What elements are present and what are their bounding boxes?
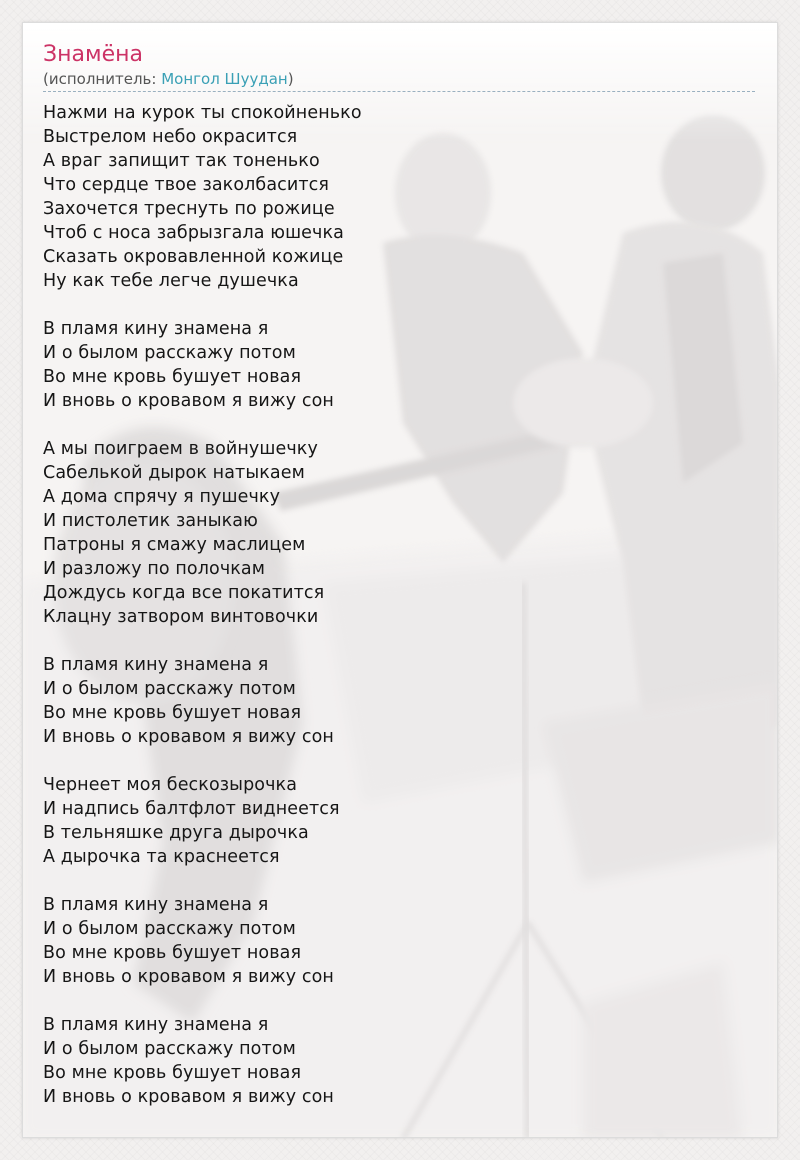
lyrics-text xyxy=(43,101,757,1109)
lyrics-line: В пламя кину знамена я xyxy=(43,895,269,915)
lyrics-line: И о былом расскажу потом xyxy=(43,679,296,699)
lyrics-stanza xyxy=(43,773,757,869)
lyrics-line: Захочется треснуть по рожице xyxy=(43,199,335,219)
lyrics-card xyxy=(22,22,778,1138)
lyrics-line: Дождусь когда все покатится xyxy=(43,583,325,603)
lyrics-line: Ну как тебе легче душечка xyxy=(43,271,299,291)
lyrics-line: Чернеет моя бескозырочка xyxy=(43,775,298,795)
lyrics-line: Клацну затвором винтовочки xyxy=(43,607,319,627)
lyrics-line: И вновь о кровавом я вижу сон xyxy=(43,391,334,411)
lyrics-line: В пламя кину знамена я xyxy=(43,655,269,675)
lyrics-line: И вновь о кровавом я вижу сон xyxy=(43,727,334,747)
lyrics-line: И надпись балтфлот виднеется xyxy=(43,799,340,819)
lyrics-line: И пистолетик заныкаю xyxy=(43,511,258,531)
lyrics-line: А мы поиграем в войнушечку xyxy=(43,439,318,459)
song-content xyxy=(23,23,777,1109)
lyrics-line: Во мне кровь бушует новая xyxy=(43,703,302,723)
lyrics-stanza xyxy=(43,1013,757,1109)
lyrics-line: Сабелькой дырок натыкаем xyxy=(43,463,305,483)
artist-prefix: (исполнитель: xyxy=(43,70,162,88)
lyrics-line: И разложу по полочкам xyxy=(43,559,266,579)
lyrics-line: Что сердце твое заколбасится xyxy=(43,175,329,195)
lyrics-line: А враг запищит так тоненько xyxy=(43,151,320,171)
lyrics-line: И о былом расскажу потом xyxy=(43,1039,296,1059)
lyrics-stanza xyxy=(43,893,757,989)
lyrics-line: Патроны я смажу маслицем xyxy=(43,535,306,555)
lyrics-line: Сказать окровавленной кожице xyxy=(43,247,344,267)
lyrics-line: И о былом расскажу потом xyxy=(43,919,296,939)
lyrics-line: В тельняшке друга дырочка xyxy=(43,823,309,843)
lyrics-line: Во мне кровь бушует новая xyxy=(43,943,302,963)
lyrics-line: И вновь о кровавом я вижу сон xyxy=(43,967,334,987)
lyrics-line: Чтоб с носа забрызгала юшечка xyxy=(43,223,344,243)
lyrics-stanza xyxy=(43,653,757,749)
lyrics-line: И о былом расскажу потом xyxy=(43,343,296,363)
lyrics-line: Нажми на курок ты спокойненько xyxy=(43,103,362,123)
lyrics-line: Во мне кровь бушует новая xyxy=(43,1063,302,1083)
lyrics-line: И вновь о кровавом я вижу сон xyxy=(43,1087,334,1107)
lyrics-line: В пламя кину знамена я xyxy=(43,1015,269,1035)
lyrics-line: Во мне кровь бушует новая xyxy=(43,367,302,387)
lyrics-stanza xyxy=(43,101,757,293)
artist-suffix: ) xyxy=(287,70,294,88)
lyrics-stanza xyxy=(43,437,757,629)
lyrics-line: А дома спрячу я пушечку xyxy=(43,487,281,507)
lyrics-stanza xyxy=(43,317,757,413)
lyrics-line: Выстрелом небо окрасится xyxy=(43,127,298,147)
artist-link[interactable]: Монгол Шуудан xyxy=(161,70,288,88)
lyrics-line: В пламя кину знамена я xyxy=(43,319,269,339)
lyrics-line: А дырочка та краснеется xyxy=(43,847,280,867)
song-title: Знамёна xyxy=(43,42,143,67)
artist-byline xyxy=(43,69,755,92)
